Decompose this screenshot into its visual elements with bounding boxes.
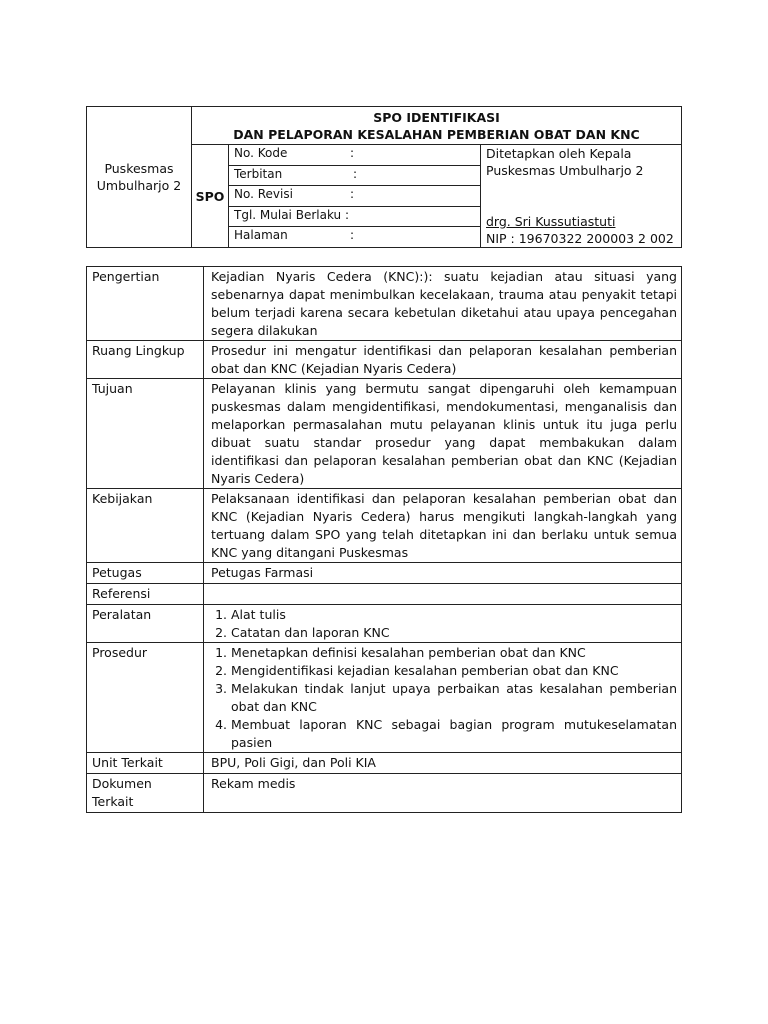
row-peralatan	[87, 605, 682, 643]
field-terbitan	[229, 165, 481, 186]
row-value: Pelaksanaan identifikasi dan pelaporan kesalahan pemberian obat dan KNC (Kejadian Nyaris Cedera) harus mengikuti langkah-langkah yang tertuang dalam SPO yang telah ditetapkan ini dan berlaku untuk semua KNC yang ditangani Puskesmas	[204, 489, 682, 563]
list-item: 2. Catatan dan laporan KNC	[231, 624, 677, 642]
field-separator: :	[350, 228, 355, 243]
row-prosedur	[87, 643, 682, 753]
field-label: No. Kode	[234, 146, 288, 160]
row-pengertian	[87, 267, 682, 341]
document-title-cell	[192, 107, 682, 145]
organization-name-line1: Puskesmas	[104, 161, 174, 176]
row-value: Prosedur ini mengatur identifikasi dan pelaporan kesalahan pemberian obat dan KNC (Kejadian Nyaris Cedera)	[204, 341, 682, 379]
field-label: Halaman	[234, 228, 288, 243]
organization-cell	[87, 107, 192, 248]
list-item: 3. Melakukan tindak lanjut upaya perbaikan atas kesalahan pemberian obat dan KNC	[231, 680, 677, 716]
row-value	[204, 605, 682, 643]
approval-line1: Ditetapkan oleh Kepala	[486, 146, 632, 161]
field-halaman	[229, 227, 481, 248]
row-label: Ruang Lingkup	[87, 341, 204, 379]
row-value	[204, 643, 682, 753]
row-label: Petugas	[87, 563, 204, 584]
row-label-line2: Terkait	[92, 794, 134, 809]
row-label: Tujuan	[87, 379, 204, 489]
field-separator: :	[353, 166, 358, 181]
field-label: Terbitan	[234, 166, 283, 181]
row-value: BPU, Poli Gigi, dan Poli KIA	[204, 753, 682, 774]
organization-name-line2: Umbulharjo 2	[96, 178, 182, 193]
row-ruang-lingkup	[87, 341, 682, 379]
row-unit-terkait	[87, 753, 682, 774]
peralatan-list	[211, 606, 677, 642]
row-value: Pelayanan klinis yang bermutu sangat dipengaruhi oleh kemampuan puskesmas dalam mengidentifikasi, mendokumentasi, menganalisis dan melaporkan permasalahan mutu pelayanan klinis untuk itu juga perlu dibuat suatu standar prosedur yang dapat membakukan dalam identifikasi dan pelaporan kesalahan pemberian obat dan KNC (Kejadian Nyaris Cedera)	[204, 379, 682, 489]
approval-line2: Puskesmas Umbulharjo 2	[486, 163, 644, 178]
row-label: Peralatan	[87, 605, 204, 643]
row-petugas	[87, 563, 682, 584]
row-label	[87, 774, 204, 813]
spo-label: SPO	[192, 145, 229, 248]
field-label: No. Revisi	[234, 187, 293, 202]
row-value	[204, 584, 682, 605]
row-tujuan	[87, 379, 682, 489]
list-item: 1. Alat tulis	[231, 606, 677, 624]
row-label: Kebijakan	[87, 489, 204, 563]
field-no-kode	[229, 145, 481, 166]
row-value: Petugas Farmasi	[204, 563, 682, 584]
row-value: Kejadian Nyaris Cedera (KNC):): suatu kejadian atau situasi yang sebenarnya dapat menimbulkan kecelakaan, trauma atau penyakit tetapi belum terjadi karena secara kebetulan diketahui atau upaya pencegahan segera dilakukan	[204, 267, 682, 341]
field-separator: :	[350, 187, 355, 202]
row-label: Pengertian	[87, 267, 204, 341]
row-referensi	[87, 584, 682, 605]
row-dokumen-terkait	[87, 774, 682, 813]
field-separator: :	[350, 146, 355, 160]
field-no-revisi	[229, 186, 481, 207]
row-label-line1: Dokumen	[92, 776, 152, 791]
field-label: Tgl. Mulai Berlaku	[234, 207, 342, 222]
document-title-line1: SPO IDENTIFIKASI	[373, 110, 500, 125]
row-kebijakan	[87, 489, 682, 563]
spo-header-table	[86, 106, 682, 248]
document-title-line2: DAN PELAPORAN KESALAHAN PEMBERIAN OBAT DAN KNC	[233, 127, 640, 142]
prosedur-list	[211, 644, 677, 752]
list-item: 4. Membuat laporan KNC sebagai bagian program mutukeselamatan pasien	[231, 716, 677, 752]
row-value: Rekam medis	[204, 774, 682, 813]
spo-content-table	[86, 266, 682, 813]
field-tgl-mulai-berlaku	[229, 206, 481, 227]
row-label: Unit Terkait	[87, 753, 204, 774]
row-label: Prosedur	[87, 643, 204, 753]
list-item: 1. Menetapkan definisi kesalahan pemberian obat dan KNC	[231, 644, 677, 662]
signatory-name: drg. Sri Kussutiastuti	[486, 214, 616, 229]
row-label: Referensi	[87, 584, 204, 605]
list-item: 2. Mengidentifikasi kejadian kesalahan pemberian obat dan KNC	[231, 662, 677, 680]
approval-cell	[481, 145, 682, 248]
field-separator: :	[344, 207, 350, 222]
signatory-nip: NIP : 19670322 200003 2 002	[486, 231, 674, 246]
